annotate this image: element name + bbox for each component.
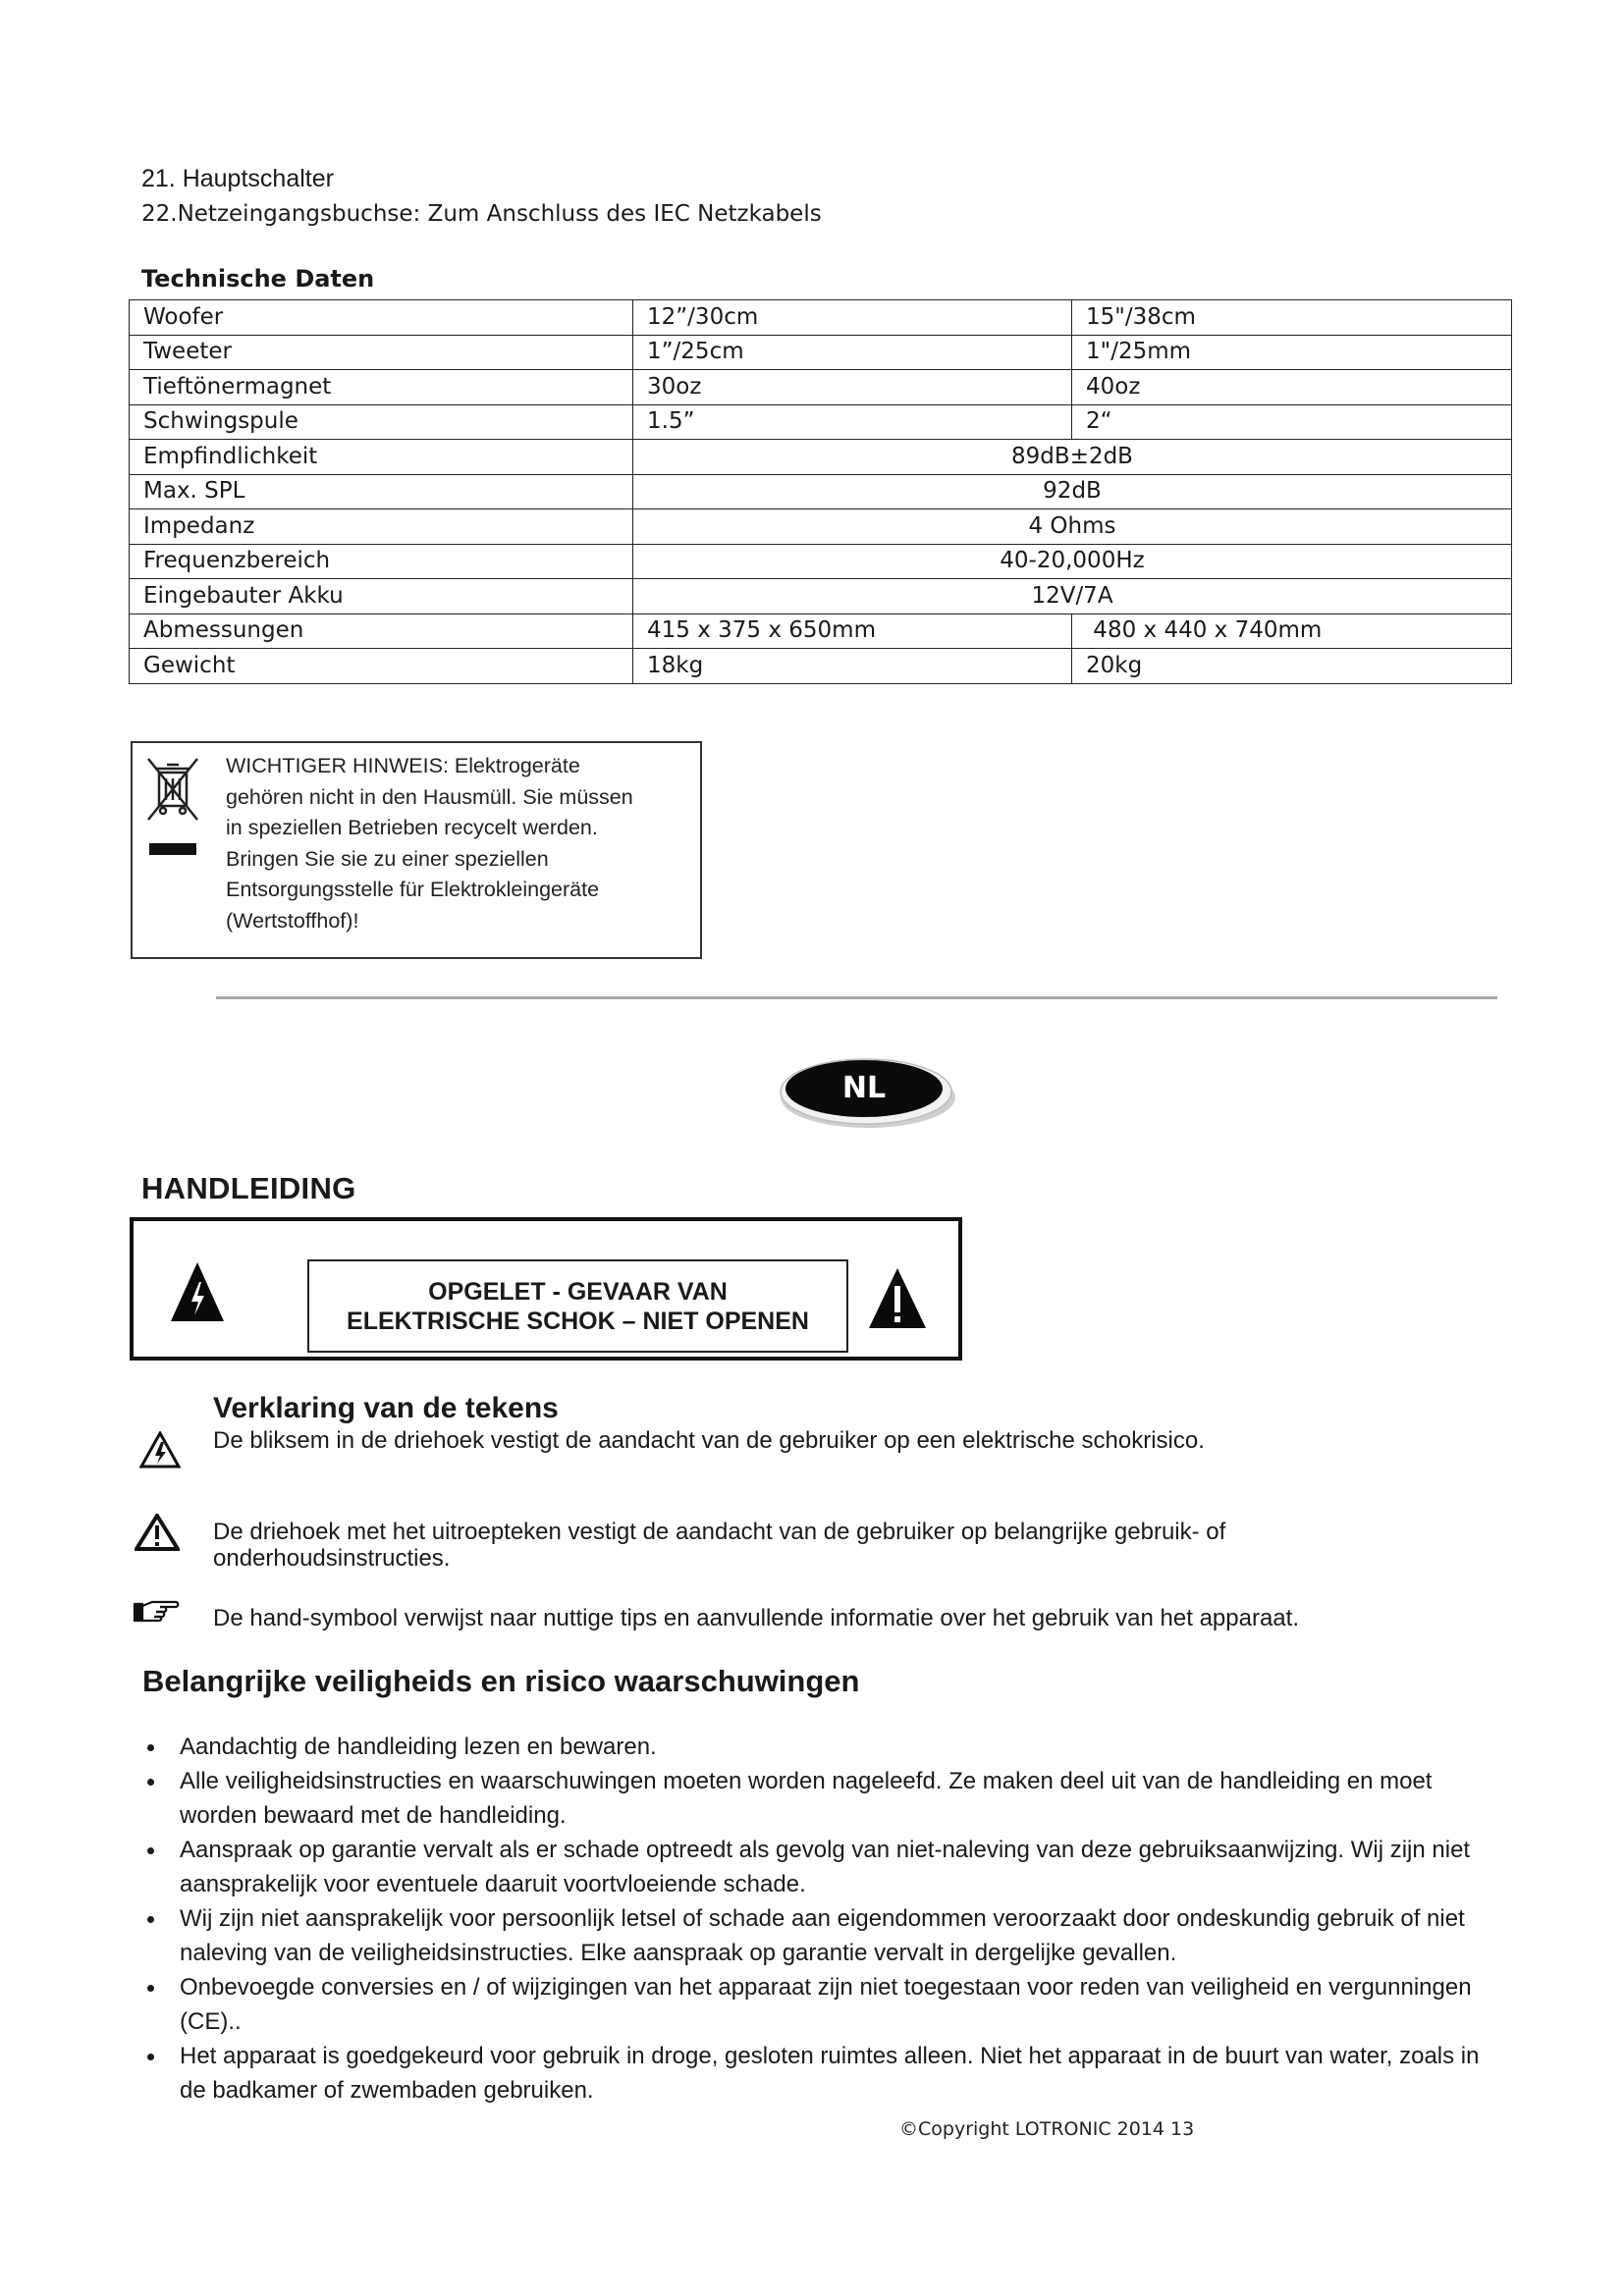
exclamation-triangle-icon [867, 1266, 928, 1331]
list-item: Onbevoegde conversies en / of wijzigingen van het apparaat zijn niet toegestaan voor reden van veiligheid en vergunningen (CE).. [147, 1970, 1502, 2039]
item-22-text: 22.Netzeingangsbuchse: Zum Anschluss des IEC Netzkabels [141, 201, 822, 227]
spec-value-cell: 1"/25mm [1072, 335, 1512, 370]
spec-label-cell: Tweeter [130, 335, 633, 370]
spec-label-cell: Gewicht [130, 649, 633, 684]
weee-line: gehören nicht in den Hausmüll. Sie müssen [226, 784, 633, 809]
legend-item-text: De driehoek met het uitroepteken vestigt de aandacht van de gebruiker op belangrijke gebruik- of onderhoudsinstructies. [213, 1519, 1226, 1572]
weee-line: Entsorgungsstelle für Elektrokleingeräte [226, 878, 600, 901]
shock-warning-line: OPGELET - GEVAAR VAN [428, 1277, 728, 1306]
spec-label-cell: Impedanz [130, 509, 633, 545]
language-badge [776, 1052, 957, 1131]
spec-value-cell: 4 Ohms [633, 509, 1512, 545]
table-row [130, 509, 1512, 545]
shock-warning-box [130, 1217, 962, 1361]
spec-value-cell: 30oz [633, 370, 1072, 405]
table-row [130, 300, 1512, 336]
list-item: Aanspraak op garantie vervalt als er schade optreedt als gevolg van niet-naleving van deze gebruiksaanwijzing. Wij zijn niet aansprakelijk voor eventuele daaruit voortvloeiende schade. [147, 1833, 1502, 1901]
spec-label-cell: Frequenzbereich [130, 544, 633, 579]
spec-label-cell: Schwingspule [130, 404, 633, 440]
list-item: Aandachtig de handleiding lezen en bewaren. [147, 1730, 1502, 1764]
table-row [130, 440, 1512, 475]
spec-label-cell: Eingebauter Akku [130, 579, 633, 614]
spec-value-cell: 40oz [1072, 370, 1512, 405]
table-row [130, 544, 1512, 579]
shock-warning-line: ELEKTRISCHE SCHOK – NIET OPENEN [347, 1307, 809, 1335]
table-row [130, 335, 1512, 370]
spec-value-cell: 415 x 375 x 650mm [633, 614, 1072, 649]
item-21-text: 21. Hauptschalter [141, 165, 334, 192]
spec-value-cell: 20kg [1072, 649, 1512, 684]
weee-notice-text [226, 751, 687, 936]
spec-value-cell: 1.5” [633, 404, 1072, 440]
spec-label-cell: Woofer [130, 300, 633, 336]
tech-data-title: Technische Daten [141, 265, 375, 293]
list-item: Wij zijn niet aansprakelijk voor persoonlijk letsel of schade aan eigendommen veroorzaakt door ondeskundig gebruik of niet naleving van de veiligheidsinstructies. Elke aanspraak op garantie vervalt in dergelijke gevallen. [147, 1901, 1502, 1970]
spec-value-cell: 1”/25cm [633, 335, 1072, 370]
table-row [130, 614, 1512, 649]
lightning-triangle-icon [139, 1431, 181, 1468]
lightning-triangle-icon [169, 1260, 226, 1323]
weee-line: WICHTIGER HINWEIS: Elektrogeräte [226, 754, 580, 777]
list-item: Het apparaat is goedgekeurd voor gebruik in droge, gesloten ruimtes alleen. Niet het apparaat in de buurt van water, zoals in de badkamer of zwembaden gebruiken. [147, 2039, 1502, 2108]
list-item: Alle veiligheidsinstructies en waarschuwingen moeten worden nageleefd. Ze maken deel uit van de handleiding en moet worden bewaard met de handleiding. [147, 1764, 1502, 1833]
spec-value-cell: 2“ [1072, 404, 1512, 440]
table-row [130, 649, 1512, 684]
pointing-hand-icon [133, 1598, 180, 1624]
spec-value-cell: 40-20,000Hz [633, 544, 1512, 579]
table-row [130, 579, 1512, 614]
spec-value-cell: 89dB±2dB [633, 440, 1512, 475]
language-badge-label: NL [841, 1071, 887, 1105]
legend-title: Verklaring van de tekens [213, 1392, 559, 1424]
section-divider [216, 996, 1497, 999]
spec-label-cell: Abmessungen [130, 614, 633, 649]
spec-label-cell: Empfindlichkeit [130, 440, 633, 475]
weee-notice-box [131, 741, 702, 959]
legend-item-text: De hand-symbool verwijst naar nuttige tips en aanvullende informatie over het gebruik van het apparaat. [213, 1605, 1299, 1631]
copyright-footer: ©Copyright LOTRONIC 2014 13 [899, 2118, 1195, 2140]
exclamation-triangle-icon [135, 1514, 180, 1551]
safety-title: Belangrijke veiligheids en risico waarschuwingen [142, 1664, 860, 1698]
table-row [130, 404, 1512, 440]
table-row [130, 474, 1512, 509]
spec-value-cell: 15"/38cm [1072, 300, 1512, 336]
spec-value-cell: 18kg [633, 649, 1072, 684]
spec-label-cell: Tieftönermagnet [130, 370, 633, 405]
weee-line: (Wertstoffhof)! [226, 908, 359, 933]
weee-line: in speziellen Betrieben recycelt werden. [226, 816, 598, 839]
spec-label-cell: Max. SPL [130, 474, 633, 509]
crossed-bin-icon [145, 757, 200, 861]
spec-value-cell: 12”/30cm [633, 300, 1072, 336]
shock-warning-label [307, 1259, 848, 1353]
weee-line: Bringen Sie sie zu einer speziellen [226, 846, 549, 871]
spec-value-cell: 480 x 440 x 740mm [1072, 614, 1512, 649]
spec-value-cell: 12V/7A [633, 579, 1512, 614]
table-row [130, 370, 1512, 405]
safety-list [147, 1730, 1502, 2108]
spec-table [129, 299, 1512, 684]
spec-value-cell: 92dB [633, 474, 1512, 509]
legend-item-text: De bliksem in de driehoek vestigt de aandacht van de gebruiker op een elektrische schokrisico. [213, 1427, 1205, 1454]
manual-title: HANDLEIDING [141, 1171, 356, 1205]
